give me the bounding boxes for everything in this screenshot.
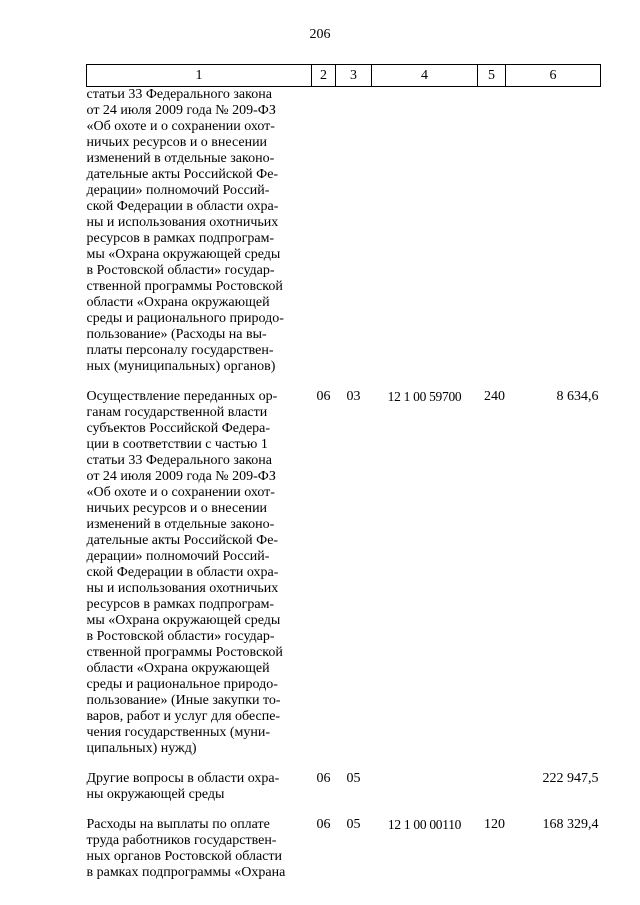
row-target-code: [372, 87, 478, 390]
row-section: [312, 87, 336, 390]
row-target-code: 12 1 00 59700: [387, 389, 462, 404]
row-section: 06: [316, 389, 331, 404]
table-row: [87, 817, 601, 881]
table-row: [87, 389, 601, 771]
row-amount: [506, 87, 601, 390]
header-col-5: 5: [478, 65, 506, 87]
row-description: Другие вопросы в области охра- ны окружающей среды: [86, 771, 280, 802]
header-col-1: 1: [87, 65, 312, 87]
row-section: 06: [316, 817, 331, 832]
header-row: [87, 65, 601, 87]
header-col-2: 2: [312, 65, 336, 87]
row-description: Расходы на выплаты по оплате труда работников государствен- ных органов Ростовской области в рамках подпрограммы «Охрана: [86, 817, 286, 880]
table-row: [87, 87, 601, 390]
row-amount: 222 947,5: [542, 771, 599, 786]
page-number: 206: [309, 27, 331, 42]
row-expense-type: [478, 771, 506, 817]
header-col-3: 3: [336, 65, 372, 87]
row-subsection: 05: [346, 817, 361, 832]
row-target-code: [372, 771, 478, 817]
header-col-6: 6: [506, 65, 601, 87]
row-section: 06: [316, 771, 331, 786]
row-expense-type: [478, 87, 506, 390]
row-amount: 168 329,4: [542, 817, 599, 832]
row-subsection: 05: [346, 771, 361, 786]
row-expense-type: 120: [484, 817, 505, 832]
table-body: [87, 87, 601, 882]
header-col-4: 4: [372, 65, 478, 87]
budget-table: [86, 64, 601, 881]
table-row: [87, 771, 601, 817]
row-description: статьи 33 Федерального закона от 24 июля 2009 года № 209-ФЗ «Об охоте и о сохранении охот- ничьих ресурсов и о внесении изменений в отдельные законо- дательные акты Российской Фе- дерации» полномочий Россий- ской Федерации в области охра- ны и использования охотничьих ресурсов в рамках подпрограм- мы «Охрана окружающей среды в Ростовской области» государ- ственной программы Ростовской области «Охрана окружающей среды и рационального природо- пользование» (Расходы на вы- платы персоналу государствен- ных (муниципальных) органов): [86, 87, 284, 374]
row-expense-type: 240: [484, 389, 505, 404]
row-amount: 8 634,6: [556, 389, 599, 404]
row-target-code: 12 1 00 00110: [387, 817, 462, 832]
row-subsection: 03: [346, 389, 361, 404]
row-description: Осуществление переданных ор- ганам государственной власти субъектов Российской Федера- ции в соответствии с частью 1 статьи 33 Федерального закона от 24 июля 2009 года № 209-ФЗ «Об охоте и о сохранении охот- ничьих ресурсов и о внесении изменений в отдельные законо- дательные акты Российской Фе- дерации» полномочий Россий- ской Федерации в области охра- ны и использования охотничьих ресурсов в рамках подпрограм- мы «Охрана окружающей среды в Ростовской области» государ- ственной программы Ростовской области «Охрана окружающей среды и рациональное природо- пользование» (Иные закупки то- варов, работ и услуг для обеспе- чения государственных (муни- ципальных) нужд): [86, 389, 283, 756]
table-header: [87, 65, 601, 87]
row-subsection: [336, 87, 372, 390]
